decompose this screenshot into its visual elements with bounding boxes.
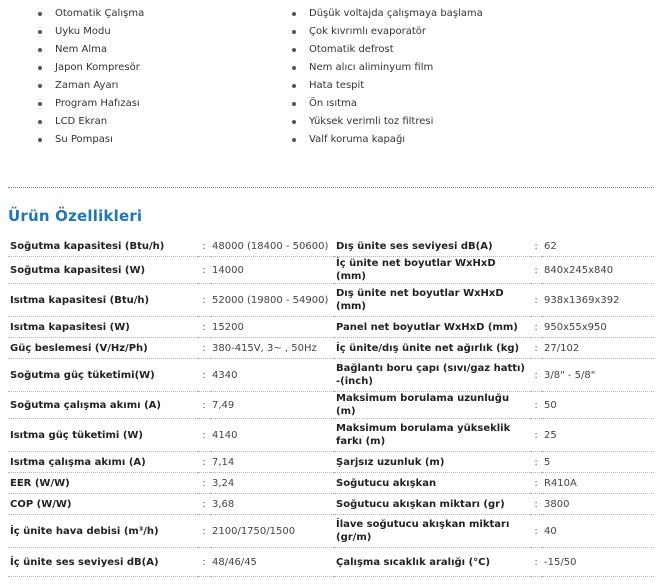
- spec-separator: :: [530, 257, 542, 284]
- spec-separator: :: [198, 392, 210, 419]
- features-list-left: [38, 5, 144, 149]
- spec-separator: :: [530, 515, 542, 548]
- feature-item: Zaman Ayarı: [38, 77, 144, 95]
- section-divider: [8, 187, 654, 188]
- spec-value: 7,49: [210, 392, 334, 419]
- spec-value: 3/8" - 5/8": [542, 359, 654, 392]
- section-title: Ürün Özellikleri: [8, 207, 143, 225]
- table-row: [8, 338, 654, 359]
- feature-item: Nem Alma: [38, 41, 144, 59]
- bullet-icon: [38, 66, 42, 70]
- spec-value: 938x1369x392: [542, 284, 654, 317]
- spec-separator: :: [530, 392, 542, 419]
- spec-label: Soğutma kapasitesi (Btu/h): [8, 236, 198, 257]
- features-list-right: [292, 5, 483, 149]
- feature-item: LCD Ekran: [38, 113, 144, 131]
- spec-label: İç ünite/dış ünite net ağırlık (kg): [334, 338, 530, 359]
- spec-label: Bağlantı boru çapı (sıvı/gaz hattı) -(inch): [334, 359, 530, 392]
- spec-separator: :: [198, 359, 210, 392]
- feature-item: Otomatik Çalışma: [38, 5, 144, 23]
- table-row: [8, 392, 654, 419]
- table-row: [8, 473, 654, 494]
- spec-value: 3,24: [210, 473, 334, 494]
- spec-label: Soğutucu akışkan: [334, 473, 530, 494]
- spec-value: 50: [542, 392, 654, 419]
- feature-item: Nem alıcı aliminyum film: [292, 59, 483, 77]
- bullet-icon: [38, 138, 42, 142]
- spec-label: Güç beslemesi (V/Hz/Ph): [8, 338, 198, 359]
- bullet-icon: [38, 12, 42, 16]
- spec-label: Soğutma kapasitesi (W): [8, 257, 198, 284]
- spec-value: 3800: [542, 494, 654, 515]
- spec-value: 840x245x840: [542, 257, 654, 284]
- bullet-icon: [292, 138, 296, 142]
- spec-value: 48/46/45: [210, 548, 334, 577]
- spec-separator: :: [530, 359, 542, 392]
- spec-value: 2100/1750/1500: [210, 515, 334, 548]
- spec-label: Isıtma kapasitesi (Btu/h): [8, 284, 198, 317]
- spec-separator: :: [198, 236, 210, 257]
- table-row: [8, 515, 654, 548]
- feature-item: Su Pompası: [38, 131, 144, 149]
- spec-label: Soğutma çalışma akımı (A): [8, 392, 198, 419]
- bullet-icon: [38, 30, 42, 34]
- feature-item: Program Hafızası: [38, 95, 144, 113]
- spec-label: Dış ünite ses seviyesi dB(A): [334, 236, 530, 257]
- features-section: [0, 0, 656, 160]
- feature-item: Çok kıvrımlı evaporatör: [292, 23, 483, 41]
- spec-separator: :: [530, 473, 542, 494]
- spec-label: Isıtma çalışma akımı (A): [8, 452, 198, 473]
- feature-item: Valf koruma kapağı: [292, 131, 483, 149]
- spec-value: 7,14: [210, 452, 334, 473]
- spec-separator: :: [198, 494, 210, 515]
- feature-item: Uyku Modu: [38, 23, 144, 41]
- spec-label: Soğutma güç tüketimi(W): [8, 359, 198, 392]
- spec-separator: :: [198, 257, 210, 284]
- bullet-icon: [38, 48, 42, 52]
- spec-value: 5: [542, 452, 654, 473]
- table-row: [8, 317, 654, 338]
- spec-label: İç ünite ses seviyesi dB(A): [8, 548, 198, 577]
- spec-label: Çalışma sıcaklık aralığı (°C): [334, 548, 530, 577]
- spec-separator: :: [530, 548, 542, 577]
- spec-value: 25: [542, 419, 654, 452]
- table-row: [8, 452, 654, 473]
- table-row: [8, 548, 654, 577]
- bullet-icon: [292, 48, 296, 52]
- spec-label: Maksimum borulama uzunluğu (m): [334, 392, 530, 419]
- bullet-icon: [292, 12, 296, 16]
- spec-value: -15/50: [542, 548, 654, 577]
- spec-value: 380-415V, 3~ , 50Hz: [210, 338, 334, 359]
- table-row: [8, 359, 654, 392]
- feature-item: Ön ısıtma: [292, 95, 483, 113]
- spec-separator: :: [198, 317, 210, 338]
- spec-label: Isıtma güç tüketimi (W): [8, 419, 198, 452]
- feature-item: Japon Kompresör: [38, 59, 144, 77]
- spec-separator: :: [530, 317, 542, 338]
- spec-label: İç ünite hava debisi (m³/h): [8, 515, 198, 548]
- table-row: [8, 494, 654, 515]
- spec-separator: :: [530, 494, 542, 515]
- spec-separator: :: [198, 548, 210, 577]
- spec-label: İç ünite net boyutlar WxHxD (mm): [334, 257, 530, 284]
- spec-separator: :: [530, 236, 542, 257]
- bullet-icon: [292, 30, 296, 34]
- spec-value: 40: [542, 515, 654, 548]
- spec-value: 27/102: [542, 338, 654, 359]
- bullet-icon: [292, 84, 296, 88]
- spec-separator: :: [198, 452, 210, 473]
- spec-value: 62: [542, 236, 654, 257]
- spec-separator: :: [198, 419, 210, 452]
- feature-item: Yüksek verimli toz filtresi: [292, 113, 483, 131]
- bullet-icon: [38, 120, 42, 124]
- spec-value: 48000 (18400 - 50600): [210, 236, 334, 257]
- specs-table: [8, 236, 654, 577]
- spec-separator: :: [530, 419, 542, 452]
- table-row: [8, 257, 654, 284]
- spec-label: EER (W/W): [8, 473, 198, 494]
- spec-value: 14000: [210, 257, 334, 284]
- spec-label: Maksimum borulama yükseklik farkı (m): [334, 419, 530, 452]
- spec-separator: :: [198, 284, 210, 317]
- spec-value: 950x55x950: [542, 317, 654, 338]
- bullet-icon: [292, 102, 296, 106]
- spec-label: Panel net boyutlar WxHxD (mm): [334, 317, 530, 338]
- spec-separator: :: [530, 452, 542, 473]
- bullet-icon: [292, 66, 296, 70]
- spec-separator: :: [198, 515, 210, 548]
- spec-value: 15200: [210, 317, 334, 338]
- spec-label: İlave soğutucu akışkan miktarı (gr/m): [334, 515, 530, 548]
- spec-label: Isıtma kapasitesi (W): [8, 317, 198, 338]
- bullet-icon: [38, 102, 42, 106]
- spec-value: 3,68: [210, 494, 334, 515]
- spec-separator: :: [530, 284, 542, 317]
- spec-label: Dış ünite net boyutlar WxHxD (mm): [334, 284, 530, 317]
- spec-value: 52000 (19800 - 54900): [210, 284, 334, 317]
- spec-value: 4140: [210, 419, 334, 452]
- feature-item: Hata tespit: [292, 77, 483, 95]
- spec-value: R410A: [542, 473, 654, 494]
- spec-separator: :: [530, 338, 542, 359]
- feature-item: Düşük voltajda çalışmaya başlama: [292, 5, 483, 23]
- spec-label: Soğutucu akışkan miktarı (gr): [334, 494, 530, 515]
- feature-item: Otomatik defrost: [292, 41, 483, 59]
- table-row: [8, 419, 654, 452]
- spec-value: 4340: [210, 359, 334, 392]
- table-row: [8, 236, 654, 257]
- table-row: [8, 284, 654, 317]
- spec-separator: :: [198, 338, 210, 359]
- spec-separator: :: [198, 473, 210, 494]
- spec-label: Şarjsız uzunluk (m): [334, 452, 530, 473]
- bullet-icon: [292, 120, 296, 124]
- spec-label: COP (W/W): [8, 494, 198, 515]
- bullet-icon: [38, 84, 42, 88]
